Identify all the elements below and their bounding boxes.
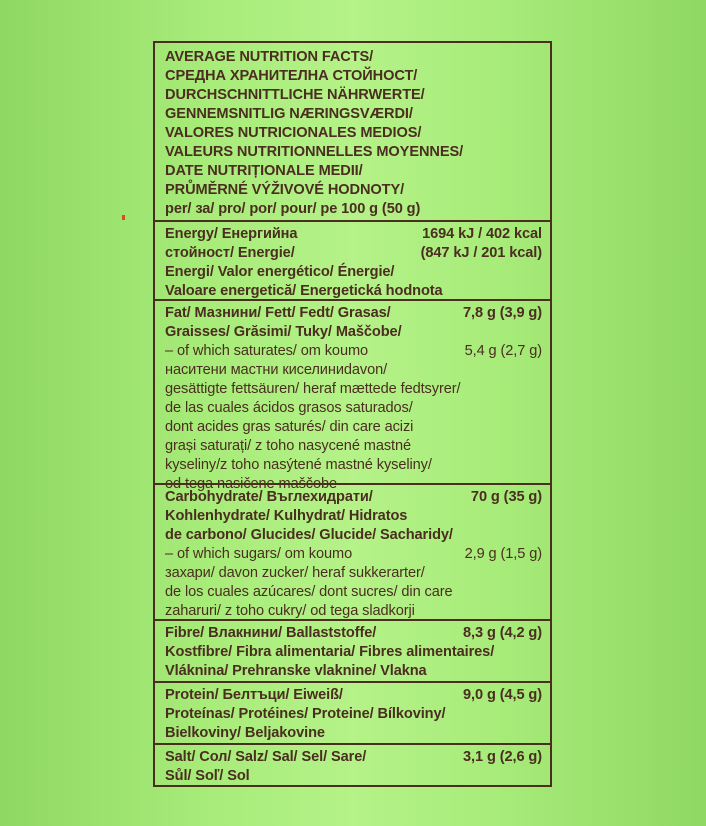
nutrition-facts-panel (153, 41, 552, 787)
header-line-2: СРЕДНА ХРАНИТЕЛНА СТОЙНОСТ/ (165, 68, 418, 84)
fibre-line-3: Vláknina/ Prehranske vlaknine/ Vlakna (165, 663, 427, 679)
protein-line-2: Proteínas/ Protéines/ Proteine/ Bílkoviny/ (165, 706, 446, 722)
energy-line-4: Valoare energetică/ Energetická hodnota (165, 283, 443, 299)
sugars-label: – of which sugars/ om koumo (165, 546, 353, 562)
sugars-line-3: de los cuales azúcares/ dont sucres/ din care (165, 584, 453, 600)
energy-section (155, 220, 550, 299)
fat-line-1 (165, 304, 542, 322)
header-line-7: DATE NUTRIȚIONALE MEDII/ (165, 163, 363, 179)
fibre-section (155, 619, 550, 679)
energy-line-3: Energi/ Valor energético/ Énergie/ (165, 264, 395, 280)
saturates-line-6: grași saturați/ z toho nasycené mastné (165, 438, 412, 454)
protein-line-1 (165, 686, 542, 704)
fat-section (155, 299, 550, 492)
header-line-8: PRŮMĚRNÉ VÝŽIVOVÉ HODNOTY/ (165, 182, 405, 198)
fibre-label: Fibre/ Влакнини/ Ballaststoffe/ (165, 625, 377, 641)
header-line-5: VALORES NUTRICIONALES MEDIOS/ (165, 125, 422, 141)
energy-line-1 (165, 225, 542, 243)
saturates-line (165, 342, 542, 360)
salt-label: Salt/ Сол/ Salz/ Sal/ Sel/ Sare/ (165, 749, 367, 765)
energy-value-portion: (847 kJ / 201 kcal) (420, 245, 542, 261)
fibre-line-2: Kostfibre/ Fibra alimentaria/ Fibres alimentaires/ (165, 644, 495, 660)
salt-line-2: Sůl/ Soľ/ Sol (165, 768, 250, 784)
energy-value-100g: 1694 kJ / 402 kcal (422, 226, 542, 242)
fat-line-2: Graisses/ Grăsimi/ Tuky/ Maščobe/ (165, 324, 402, 340)
saturates-line-8: od tega nasičene maščobe (165, 476, 338, 492)
header-line-6: VALEURS NUTRITIONNELLES MOYENNES/ (165, 144, 464, 160)
header-per-line: per/ за/ pro/ por/ pour/ pe 100 g (50 g) (165, 201, 421, 217)
carb-line-1 (165, 488, 542, 506)
energy-label: Energy/ Енергийна (165, 226, 298, 242)
salt-section (155, 743, 550, 784)
header-line-3: DURCHSCHNITTLICHE NÄHRWERTE/ (165, 87, 425, 103)
saturates-line-5: dont acides gras saturés/ din care acizi (165, 419, 414, 435)
carb-line-3: de carbono/ Glucides/ Glucide/ Sacharidy/ (165, 527, 453, 543)
saturates-line-3: gesättigte fettsäuren/ heraf mættede fedtsyrer/ (165, 381, 461, 397)
header-line-4: GENNEMSNITLIG NÆRINGSVÆRDI/ (165, 106, 413, 122)
saturates-line-7: kyseliny/z toho nasýtené mastné kyseliny/ (165, 457, 432, 473)
saturates-value: 5,4 g (2,7 g) (464, 343, 542, 359)
protein-section (155, 681, 550, 741)
carb-line-2: Kohlenhydrate/ Kulhydrat/ Hidratos (165, 508, 408, 524)
saturates-line-2: наситени мастни киселиниdavon/ (165, 362, 388, 378)
sugars-value: 2,9 g (1,5 g) (464, 546, 542, 562)
protein-line-3: Bielkoviny/ Beljakovine (165, 725, 325, 741)
header-line-1: AVERAGE NUTRITION FACTS/ (165, 49, 374, 65)
saturates-label: – of which saturates/ om koumo (165, 343, 369, 359)
fibre-value: 8,3 g (4,2 g) (463, 625, 542, 641)
salt-value: 3,1 g (2,6 g) (463, 749, 542, 765)
fibre-line-1 (165, 624, 542, 642)
sugars-line-2: захари/ davon zucker/ heraf sukkerarter/ (165, 565, 425, 581)
energy-label-2: стойност/ Energie/ (165, 245, 295, 261)
protein-value: 9,0 g (4,5 g) (463, 687, 542, 703)
sugars-line-4: zaharuri/ z toho cukry/ od tega sladkorji (165, 603, 415, 619)
protein-label: Protein/ Белтъци/ Eiweiß/ (165, 687, 343, 703)
sugars-line (165, 545, 542, 563)
salt-line-1 (165, 748, 542, 766)
saturates-line-4: de las cuales ácidos grasos saturados/ (165, 400, 413, 416)
fat-label: Fat/ Мазнини/ Fett/ Fedt/ Grasas/ (165, 305, 391, 321)
fat-value: 7,8 g (3,9 g) (463, 305, 542, 321)
carb-label: Carbohydrate/ Въглехидрати/ (165, 489, 373, 505)
orange-mark (122, 215, 125, 220)
carb-value: 70 g (35 g) (470, 489, 542, 505)
energy-line-2 (165, 244, 542, 262)
